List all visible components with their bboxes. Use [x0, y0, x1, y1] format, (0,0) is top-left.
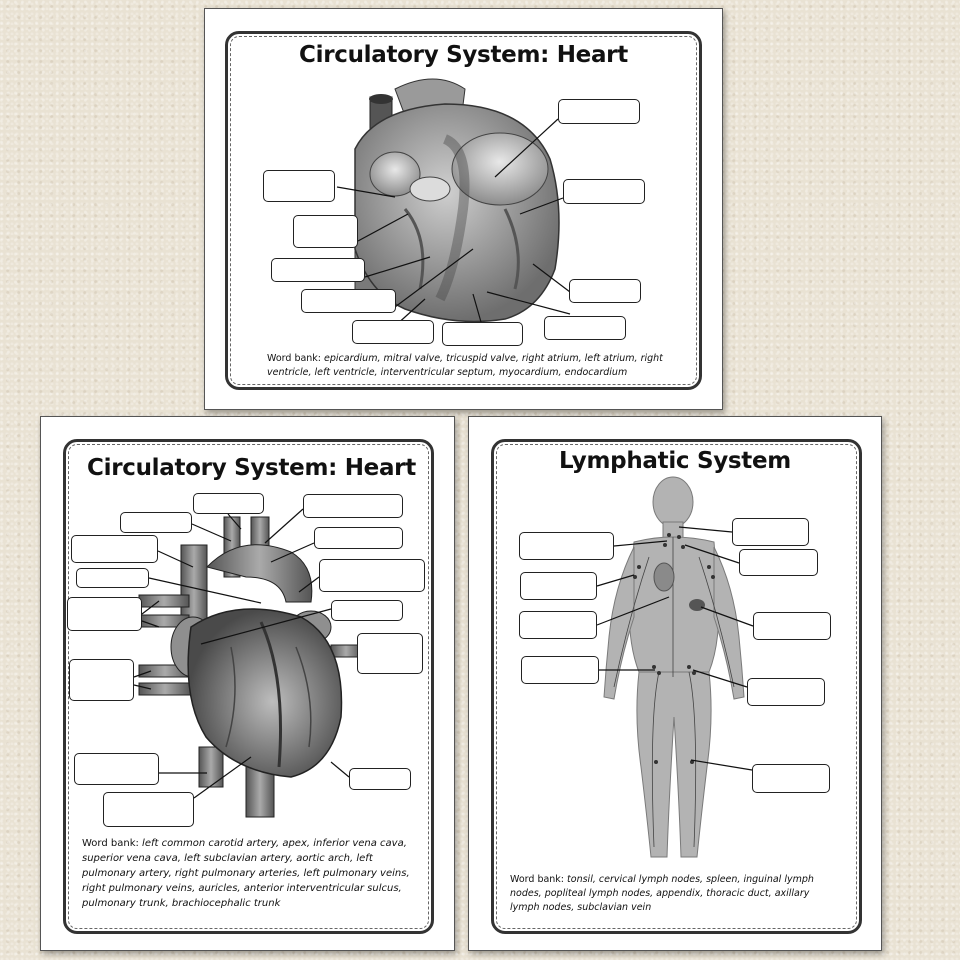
label-box[interactable] — [303, 494, 403, 518]
label-box[interactable] — [331, 600, 403, 621]
word-bank-label: Word bank: — [82, 838, 139, 849]
label-box[interactable] — [520, 572, 597, 600]
word-bank — [82, 836, 422, 911]
word-bank-label: Word bank: — [510, 874, 565, 885]
label-box[interactable] — [69, 659, 134, 701]
label-box[interactable] — [74, 753, 159, 785]
label-box[interactable] — [521, 656, 599, 684]
worksheet-heart-exterior — [40, 416, 455, 951]
heart-cross-section-illustration — [205, 9, 722, 409]
label-box[interactable] — [67, 597, 142, 631]
label-box[interactable] — [732, 518, 809, 546]
label-box[interactable] — [314, 527, 403, 549]
worksheet-lymphatic-system — [468, 416, 882, 951]
word-bank-terms: left common carotid artery, apex, inferior vena cava, superior vena cava, left subclavian artery, aortic arch, left pulmonary artery, right pulmonary arteries, left pulmonary veins, right pulmonary veins, auricles, anterior interventricular sulcus, pulmonary trunk, brachiocephalic trunk — [82, 838, 410, 909]
label-box[interactable] — [739, 549, 818, 576]
label-box[interactable] — [544, 316, 626, 340]
label-box[interactable] — [519, 611, 597, 639]
word-bank-terms: epicardium, mitral valve, tricuspid valve, right atrium, left atrium, right ventricle, left ventricle, interventricular septum, myocardium, endocardium — [267, 353, 663, 378]
label-box[interactable] — [558, 99, 640, 124]
worksheet-title: Circulatory System: Heart — [299, 42, 628, 68]
label-box[interactable] — [519, 532, 614, 560]
label-box[interactable] — [442, 322, 523, 346]
label-box[interactable] — [357, 633, 423, 674]
label-box[interactable] — [71, 535, 158, 563]
label-box[interactable] — [263, 170, 335, 202]
label-box[interactable] — [747, 678, 825, 706]
label-box[interactable] — [349, 768, 411, 790]
label-box[interactable] — [271, 258, 365, 282]
label-box[interactable] — [752, 764, 830, 793]
label-box[interactable] — [569, 279, 641, 303]
label-box[interactable] — [193, 493, 264, 514]
label-box[interactable] — [753, 612, 831, 640]
label-box[interactable] — [76, 568, 149, 588]
worksheet-title: Circulatory System: Heart — [87, 455, 416, 481]
label-box[interactable] — [103, 792, 194, 827]
label-box[interactable] — [319, 559, 425, 592]
word-bank-label: Word bank: — [267, 353, 322, 364]
worksheet-title: Lymphatic System — [559, 448, 791, 474]
word-bank — [267, 352, 667, 380]
worksheet-heart-cross-section — [204, 8, 723, 410]
label-box[interactable] — [301, 289, 396, 313]
word-bank — [510, 873, 840, 915]
label-box[interactable] — [563, 179, 645, 204]
word-bank-terms: tonsil, cervical lymph nodes, spleen, inguinal lymph nodes, popliteal lymph nodes, appendix, thoracic duct, axillary lymph nodes, subclavian vein — [510, 874, 814, 913]
label-box[interactable] — [352, 320, 434, 344]
label-box[interactable] — [120, 512, 192, 533]
label-box[interactable] — [293, 215, 358, 248]
